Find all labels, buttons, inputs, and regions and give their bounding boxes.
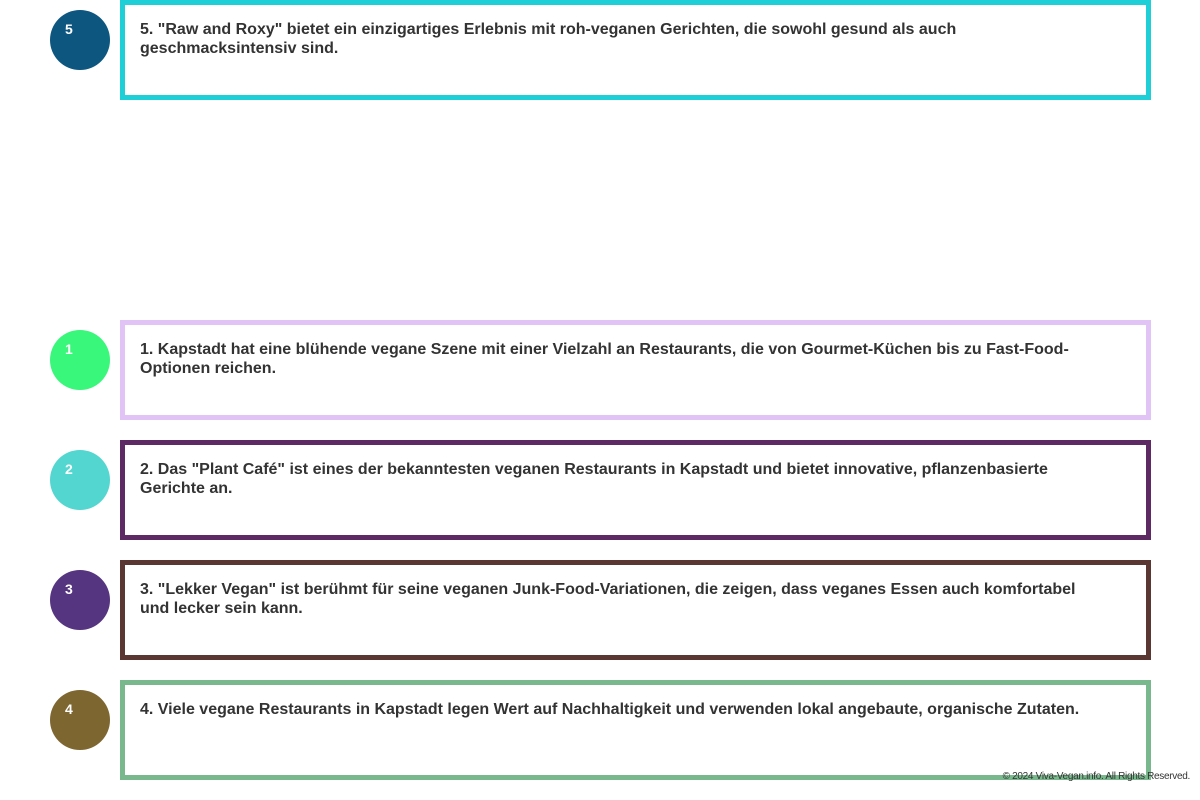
text-box-3 [120,560,1151,660]
text-box-5 [120,0,1151,100]
item-text: 1. Kapstadt hat eine blühende vegane Szene mit einer Vielzahl an Restaurants, die von Gourmet-Küchen bis zu Fast-Food-Optionen reichen. [140,341,1069,377]
item-text: 3. "Lekker Vegan" ist berühmt für seine veganen Junk-Food-Variationen, die zeigen, dass veganes Essen auch komfortabel und lecker sein kann. [140,581,1076,617]
number-circle-5 [50,10,110,70]
text-box-1 [120,320,1151,420]
list-item-3 [50,560,1151,660]
item-text: 2. Das "Plant Café" ist eines der bekanntesten veganen Restaurants in Kapstadt und bietet innovative, pflanzenbasierte Gerichte an. [140,461,1048,497]
list-item-4 [50,680,1151,780]
text-box-2 [120,440,1151,540]
copyright-footer: © 2024 Viva-Vegan.info. All Rights Reserved. [1002,771,1190,782]
number-circle-4 [50,690,110,750]
number-circle-2 [50,450,110,510]
number-circle-3 [50,570,110,630]
item-number: 4 [65,701,73,717]
number-circle-1 [50,330,110,390]
item-number: 2 [65,461,73,477]
item-number: 5 [65,21,73,37]
item-number: 1 [65,341,73,357]
item-text: 5. "Raw and Roxy" bietet ein einzigartiges Erlebnis mit roh-veganen Gerichten, die sowohl gesund als auch geschmacksintensiv sind. [140,21,957,57]
item-text: 4. Viele vegane Restaurants in Kapstadt legen Wert auf Nachhaltigkeit und verwenden lokal angebaute, organische Zutaten. [140,701,1080,718]
item-number: 3 [65,581,73,597]
list-item-2 [50,440,1151,540]
list-item-5 [50,0,1151,100]
text-box-4 [120,680,1151,780]
list-item-1 [50,320,1151,420]
